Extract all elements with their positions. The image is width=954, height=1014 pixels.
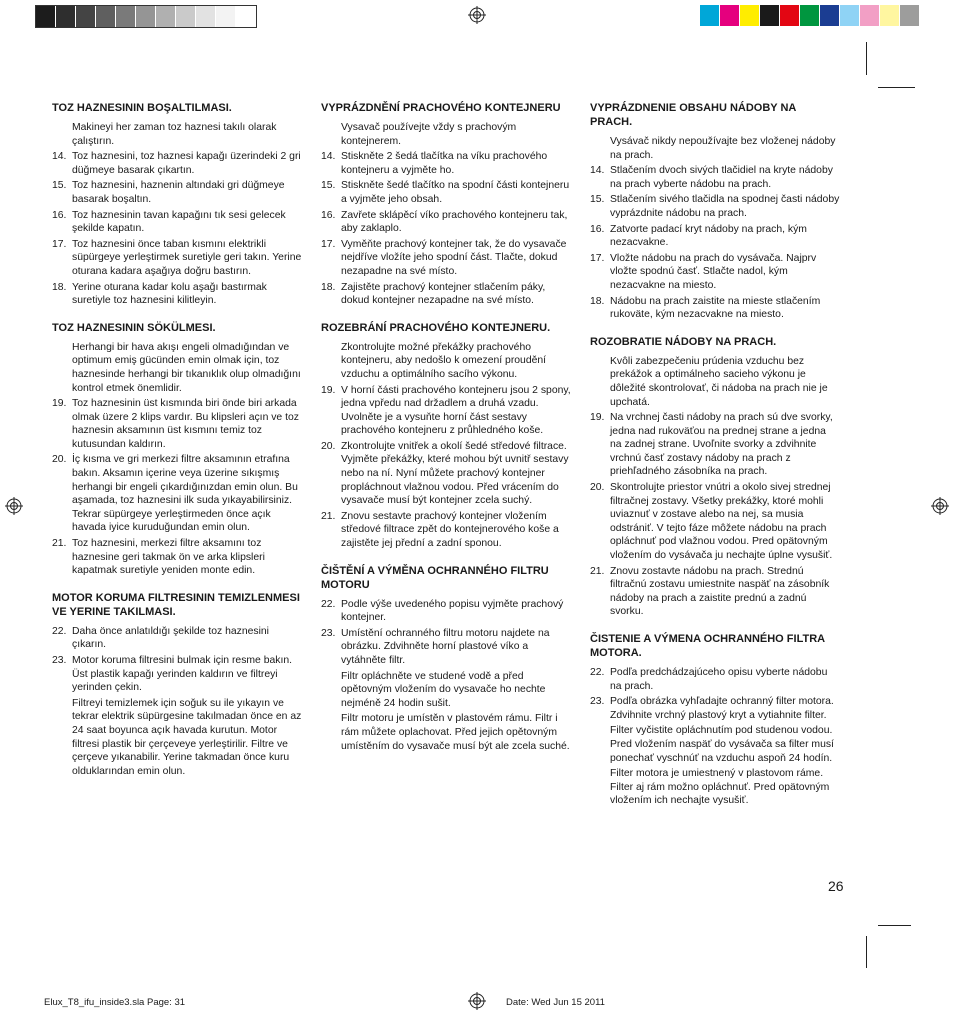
step-number: 16. (52, 209, 67, 221)
step-number: 22. (590, 667, 605, 678)
step-text: Umístění ochranného filtru motoru najdete na obrázku. Zdvihněte horní plastové víko a vytáhněte filtr. (341, 627, 550, 666)
color-swatch (880, 5, 900, 26)
color-swatch (900, 5, 920, 26)
section (590, 101, 840, 322)
section-heading: VYPRÁZDNENIE OBSAHU NÁDOBY NA PRACH. (590, 102, 796, 128)
step-text: Daha önce anlatıldığı şekilde toz haznesini çıkarın. (72, 625, 269, 651)
step-text: Znovu zostavte nádobu na prach. Strednú filtračnú zostavu umiestnite naspäť na zásobník nádoby na prach a zaistite prednú a zadnú svorku. (610, 565, 830, 618)
list-item (52, 150, 302, 177)
step-text: Toz haznesinin üst kısmında biri önde biri arkada olmak üzere 2 klips vardır. Bu klipsleri açın ve toz haznesin aksamının üst kısmını temiz toz kutusundan kaldırın. (72, 398, 299, 450)
step-number: 23. (321, 627, 336, 639)
list-item (52, 179, 302, 206)
step-number: 23. (590, 696, 605, 708)
step-number: 15. (590, 194, 605, 206)
step-text: Stiskněte 2 šedá tlačítka na víku prachového kontejneru a vyjměte ho. (341, 151, 548, 176)
list-item (321, 627, 571, 668)
color-swatch (236, 6, 256, 27)
step-number: 16. (590, 223, 605, 235)
step-number: 19. (321, 384, 336, 396)
step-number: 19. (590, 412, 605, 424)
list-item (52, 281, 302, 308)
step-text: İç kısma ve gri merkezi filtre aksamının etrafına bakın. Aksamın içerine veya üzerine sıkışmış herhangi bir engeli çıkardığınızdan emin olun. Bu aşamada, toz haznesini ilk suda yıkayabilirsiniz. Tekrar süpürgeye yerleştirmeden önce açık havada iyice kuruduğundan emin olun. (72, 454, 298, 534)
step-text: Znovu sestavte prachový kontejner vložením středové filtrace zpět do kontejnerového koše a zajistěte jej přední a zadní sponou. (341, 510, 559, 550)
list-item (590, 295, 840, 322)
section (590, 632, 840, 808)
step-number: 20. (590, 482, 605, 494)
step-number: 14. (52, 151, 67, 163)
step-text: Toz haznesini, merkezi filtre aksamını toz haznesine geri takmak ön ve arka klipsleri kapatmak suretiyle yeniden monte edin. (72, 538, 265, 577)
section (590, 335, 840, 619)
crop-mark (866, 936, 867, 968)
step-text: Skontrolujte priestor vnútri a okolo sivej strednej filtračnej zostavy. Všetky prekážky, ktoré mohli uviaznuť v zostave alebo na nej, sa musia odstrániť. V tejto fáze môžete nádobu na prach opláchnuť pod vlažnou vodou. Pred opätovným vložením do vysávača ju nechajte úplne vysušiť. (610, 482, 833, 562)
list-item (321, 510, 571, 551)
continuation-paragraph: Filtreyi temizlemek için soğuk su ile yıkayın ve tekrar elektrik süpürgesine takılmadan önce en az 24 saat boyunca açık havada kurutun. Motor filtresi plastik bir çerçeveye yerleştirilir. Filtre ve çerçeve yıkanabilir. Yerine takmadan önce kuru olduklarından emin olun. (72, 697, 302, 777)
step-number: 21. (590, 565, 605, 577)
step-text: Toz haznesini, toz haznesi kapağı üzerindeki 2 gri düğmeye basarak çıkartın. (72, 151, 301, 176)
continuation-paragraph: Filter motora je umiestnený v plastovom ráme. Filter aj rám možno opláchnuť. Pred opätovným vložením ich nechajte vysušiť. (610, 768, 830, 807)
step-text: Zkontrolujte vnitřek a okolí šedé středové filtrace. Vyjměte překážky, které mohou být uvnitř sestavy nebo na ní. Nyní můžete prachový kontejner propláchnout vlažnou vodou. Před vrácením do vysavače musí být kontejner zcela suchý. (341, 440, 569, 507)
list-item (590, 411, 840, 479)
color-swatch (176, 6, 196, 27)
intro-paragraph: Makineyi her zaman toz haznesi takılı olarak çalıştırın. (72, 122, 277, 147)
step-number: 20. (52, 454, 67, 466)
section (321, 101, 571, 308)
list-item (52, 397, 302, 451)
color-swatch (700, 5, 720, 26)
step-number: 18. (321, 281, 336, 293)
step-number: 17. (52, 238, 67, 250)
step-text: Nádobu na prach zaistite na mieste stlačením rukoväte, kým nezacvakne na miesto. (610, 295, 821, 321)
list-item (52, 654, 302, 695)
color-swatch (196, 6, 216, 27)
list-item (590, 481, 840, 563)
list-item (321, 179, 571, 206)
step-number: 22. (52, 625, 67, 637)
list-item (321, 281, 571, 308)
step-text: Na vrchnej časti nádoby na prach sú dve svorky, jedna nad rukoväťou na prednej strane a jedna na zadnej strane. Uvoľnite svorky a zdvihnite vrchnú časť zostavy nádoby na prach z priehľadného zásobníka na prach. (610, 412, 833, 478)
list-item (52, 238, 302, 279)
list-item (590, 666, 840, 693)
step-text: Toz haznesini önce taban kısmını elektrikli süpürgeye yerleştirmek suretiyle geri takın. Yerine oturana kadara aşağıya doğru bastırın. (72, 238, 302, 277)
list-item (590, 164, 840, 191)
list-item (590, 695, 840, 722)
section (52, 101, 302, 308)
list-item (52, 453, 302, 535)
intro-paragraph: Herhangi bir hava akışı engeli olmadığından ve optimum emiş gücünden emin olmak için, toz haznesinde herhangi bir tıkanıklık olup olmadığını kontrol etmek önemlidir. (72, 341, 301, 394)
section-heading: ROZEBRÁNÍ PRACHOVÉHO KONTEJNERU. (321, 321, 551, 334)
list-item (321, 150, 571, 177)
step-text: V horní části prachového kontejneru jsou 2 spony, jedna vpředu nad držadlem a druhá vzadu. Uvolněte je a vysuňte horní část sestavy prachového kontejneru z průhledného koše. (341, 384, 571, 437)
step-number: 18. (52, 281, 67, 293)
step-text: Zajistěte prachový kontejner stlačením páky, dokud kontejner nezapadne na své místo. (341, 281, 546, 307)
intro-paragraph: Vysavač používejte vždy s prachovým kontejnerem. (341, 122, 517, 147)
color-swatch (760, 5, 780, 26)
color-swatch (720, 5, 740, 26)
step-text: Stlačením sivého tlačidla na spodnej časti nádoby vyprázdnite nádobu na prach. (610, 194, 840, 219)
continuation-paragraph: Filtr opláchněte ve studené vodě a před opětovným vložením do vysavače ho nechte nejméně 24 hodin sušit. (341, 670, 546, 709)
czech-column (321, 101, 571, 766)
step-number: 21. (52, 538, 67, 550)
color-swatch (740, 5, 760, 26)
step-text: Podľa obrázka vyhľadajte ochranný filter motora. Zdvihnite vrchný plastový kryt a vytiahnite filter. (610, 696, 834, 721)
section (52, 321, 302, 578)
turkish-column (52, 101, 302, 791)
registration-mark-top-icon (468, 6, 486, 24)
list-item (52, 209, 302, 236)
step-text: Yerine oturana kadar kolu aşağı bastırmak suretiyle toz haznesini kilitleyin. (72, 281, 267, 307)
step-text: Stiskněte šedé tlačítko na spodní části kontejneru a vyjměte jeho obsah. (341, 180, 570, 205)
step-number: 18. (590, 295, 605, 307)
list-item (321, 209, 571, 236)
color-swatch (96, 6, 116, 27)
list-item (590, 252, 840, 293)
color-swatch (136, 6, 156, 27)
intro-paragraph: Kvôli zabezpečeniu prúdenia vzduchu bez prekážok a optimálneho sacieho výkonu je dôležité skontrolovať, či nádoba na prach nie je upchatá. (610, 355, 828, 408)
list-item (321, 440, 571, 508)
color-swatch (116, 6, 136, 27)
step-number: 23. (52, 655, 67, 666)
list-item (52, 537, 302, 578)
step-number: 15. (321, 180, 336, 192)
crop-mark (878, 87, 915, 88)
section-heading: MOTOR KORUMA FILTRESININ TEMIZLENMESI VE YERINE TAKILMASI. (52, 591, 300, 618)
color-swatch (156, 6, 176, 27)
section-heading: ČISTENIE A VÝMENA OCHRANNÉHO FILTRA MOTORA. (590, 633, 825, 659)
intro-paragraph: Zkontrolujte možné překážky prachového kontejneru, aby nedošlo k omezení proudění vzduchu a optimálního sacího výkonu. (341, 341, 547, 380)
step-number: 17. (590, 252, 605, 264)
step-text: Motor koruma filtresini bulmak için resme bakın. Üst plastik kapağı yerinden kaldırın ve filtreyi yerinden çekin. (72, 655, 293, 694)
color-swatch (780, 5, 800, 26)
section (52, 591, 302, 779)
step-number: 22. (321, 598, 336, 610)
continuation-paragraph: Filtr motoru je umístěn v plastovém rámu. Filtr i rám můžete oplachovat. Před jejich opětovným umístěním do vysavače musí být ale zcela suché. (341, 713, 570, 752)
cmyk-color-bar (700, 5, 920, 26)
list-item (590, 565, 840, 619)
step-text: Zavřete sklápěcí víko prachového kontejneru tak, aby zaklaplo. (341, 209, 568, 235)
section (321, 321, 571, 551)
step-text: Stlačením dvoch sivých tlačidiel na kryte nádoby na prach vyberte nádobu na prach. (610, 165, 833, 190)
color-swatch (820, 5, 840, 26)
list-item (590, 193, 840, 220)
list-item (590, 223, 840, 250)
step-text: Toz haznesini, haznenin altındaki gri düğmeye basarak boşaltın. (72, 180, 285, 205)
registration-mark-bottom-icon (468, 992, 486, 1010)
list-item (321, 384, 571, 438)
intro-paragraph: Vysávač nikdy nepoužívajte bez vloženej nádoby na prach. (610, 136, 836, 161)
list-item (321, 598, 571, 625)
color-swatch (216, 6, 236, 27)
registration-mark-right-icon (931, 497, 949, 515)
section-heading: VYPRÁZDNĚNÍ PRACHOVÉHO KONTEJNERU (321, 102, 561, 114)
color-swatch (860, 5, 880, 26)
step-number: 14. (321, 151, 336, 163)
step-number: 16. (321, 209, 336, 221)
step-text: Podľa predchádzajúceho opisu vyberte nádobu na prach. (610, 667, 828, 692)
section-heading: ROZOBRATIE NÁDOBY NA PRACH. (590, 335, 777, 348)
step-number: 17. (321, 238, 336, 250)
section (321, 564, 571, 754)
section-heading: ČIŠTĚNÍ A VÝMĚNA OCHRANNÉHO FILTRU MOTORU (321, 564, 549, 591)
step-number: 21. (321, 510, 336, 522)
continuation-paragraph: Filter vyčistite opláchnutím pod studenou vodou. Pred vložením naspäť do vysávača sa filter musí ponechať vyschnúť na vzduchu aspoň 24 hodín. (610, 725, 834, 764)
footer-date: Date: Wed Jun 15 2011 (506, 997, 605, 1008)
step-number: 14. (590, 165, 605, 177)
slovak-column (590, 101, 840, 821)
crop-mark (866, 42, 867, 75)
step-text: Vložte nádobu na prach do vysávača. Najprv vložte spodnú časť. Stlačte nadol, kým nezacvakne na miesto. (610, 252, 817, 291)
footer-file-info: Elux_T8_ifu_inside3.sla Page: 31 (44, 997, 186, 1008)
section-heading: TOZ HAZNESININ BOŞALTILMASI. (52, 102, 232, 114)
color-swatch (800, 5, 820, 26)
list-item (321, 238, 571, 279)
color-swatch (36, 6, 56, 27)
color-swatch (840, 5, 860, 26)
color-swatch (76, 6, 96, 27)
step-text: Zatvorte padací kryt nádoby na prach, kým nezacvakne. (610, 223, 807, 249)
step-text: Toz haznesinin tavan kapağını tık sesi gelecek şekilde kapatın. (72, 209, 286, 235)
registration-mark-left-icon (5, 497, 23, 515)
crop-mark (878, 925, 911, 926)
step-text: Podle výše uvedeného popisu vyjměte prachový kontejner. (341, 598, 564, 624)
step-text: Vyměňte prachový kontejner tak, že do vysavače nejdříve vložíte jeho spodní část. Tlačte, dokud nezapadne na své místo. (341, 238, 567, 277)
section-heading: TOZ HAZNESININ SÖKÜLMESI. (52, 321, 216, 334)
step-number: 15. (52, 180, 67, 192)
step-number: 20. (321, 440, 336, 452)
page-number: 26 (828, 878, 844, 894)
grayscale-color-bar (35, 5, 257, 28)
step-number: 19. (52, 398, 67, 410)
list-item (52, 625, 302, 652)
color-swatch (56, 6, 76, 27)
